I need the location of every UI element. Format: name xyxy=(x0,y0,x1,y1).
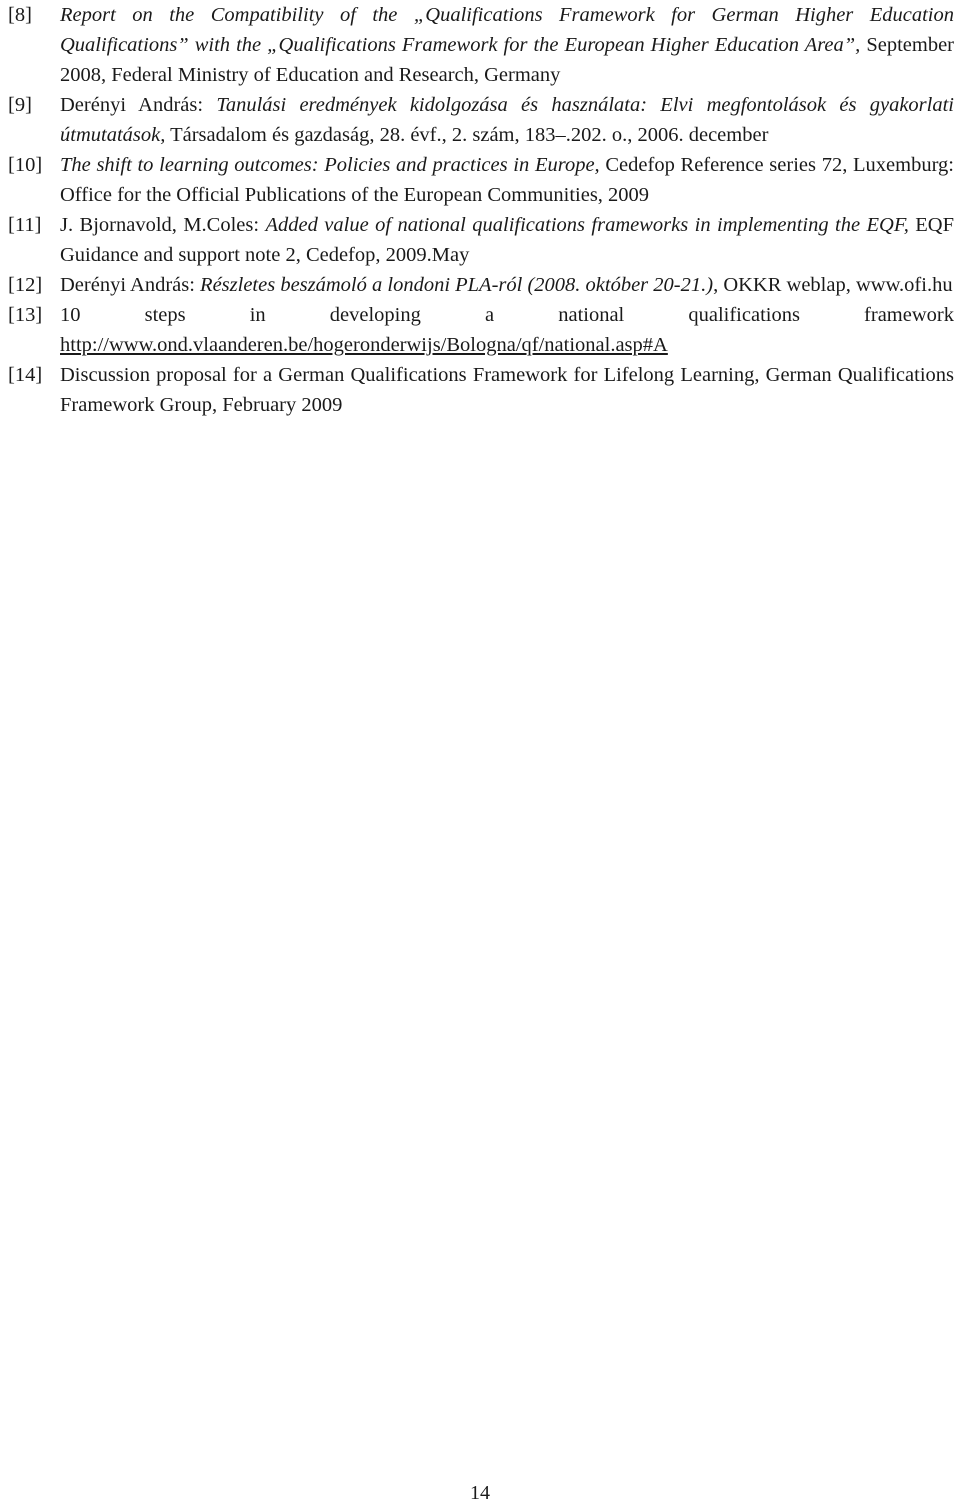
reference-number: [14] xyxy=(8,364,43,386)
reference-title: Discussion proposal for a German Qualifications Framework for Lifelong Learning, German Qualifications Framework Group, February 2009 xyxy=(60,364,954,416)
reference-details: September 2008, Federal Ministry of Education and Research, Germany xyxy=(60,34,955,86)
reference-10 xyxy=(8,150,954,210)
reference-title: Tanulási eredmények kidolgozása és használata: Elvi megfontolások és gyakorlati útmutatások, xyxy=(60,94,954,146)
page-number: 14 xyxy=(470,1482,490,1504)
reference-author: Derényi András: xyxy=(60,274,201,296)
reference-title: Added value of national qualifications frameworks in implementing the EQF, xyxy=(265,214,909,236)
reference-url-link[interactable]: http://www.ond.vlaanderen.be/hogeronderwijs/Bologna/qf/national.asp#A xyxy=(60,334,668,356)
reference-text xyxy=(60,90,954,150)
reference-list xyxy=(8,0,954,420)
reference-text xyxy=(60,300,954,360)
reference-number: [9] xyxy=(8,94,32,116)
reference-author: J. Bjornavold, M.Coles: xyxy=(60,214,266,236)
reference-number: [10] xyxy=(8,154,43,176)
reference-author: Derényi András: xyxy=(60,94,217,116)
reference-number: [11] xyxy=(8,214,42,236)
reference-text xyxy=(60,270,954,300)
reference-title: 10 steps in developing a national qualifications framework xyxy=(60,304,954,326)
reference-number: [8] xyxy=(8,4,32,26)
reference-title: The shift to learning outcomes: Policies and practices in Europe, xyxy=(60,154,600,176)
reference-details: , OKKR weblap, www.ofi.hu xyxy=(713,274,953,296)
reference-title: Részletes beszámoló a londoni PLA-ról (2008. október 20-21.) xyxy=(200,274,714,296)
reference-9 xyxy=(8,90,954,150)
reference-text xyxy=(60,150,954,210)
reference-number: [13] xyxy=(8,304,43,326)
reference-text xyxy=(60,210,954,270)
reference-details: Cedefop Reference series 72, Luxemburg: Office for the Official Publications of the European Communities, 2009 xyxy=(60,154,954,206)
reference-13 xyxy=(8,300,954,360)
reference-text xyxy=(60,0,954,90)
reference-11 xyxy=(8,210,954,270)
reference-8 xyxy=(8,0,954,90)
reference-details: Társadalom és gazdaság, 28. évf., 2. szám, 183–.202. o., 2006. december xyxy=(165,124,769,146)
reference-text xyxy=(60,360,954,420)
reference-details: EQF Guidance and support note 2, Cedefop, 2009.May xyxy=(60,214,954,266)
reference-12 xyxy=(8,270,954,300)
reference-14 xyxy=(8,360,954,420)
reference-number: [12] xyxy=(8,274,43,296)
reference-title: Report on the Compatibility of the „Qualifications Framework for German Higher Education Qualifications” with the „Qualifications Framework for the European Higher Education Area”, xyxy=(60,4,954,56)
